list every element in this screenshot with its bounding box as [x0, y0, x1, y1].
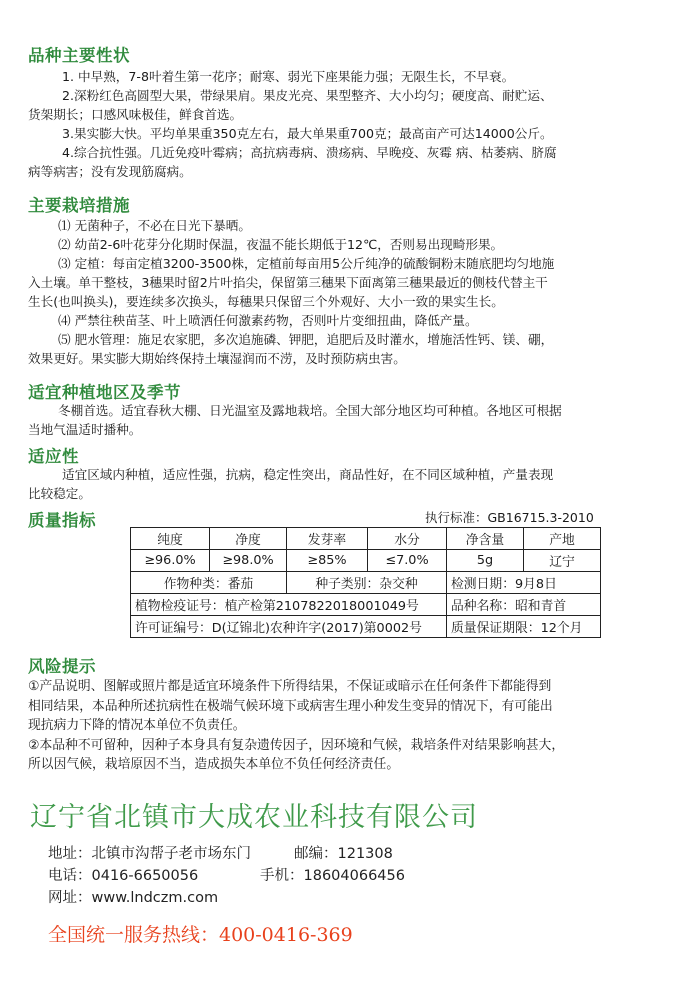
- cultivation-line: 入土壤。单干整枝，3穗果时留2片叶掐尖，保留第三穗果下面离第三穗果最近的侧枝代替主干: [28, 275, 548, 290]
- address-line: [48, 842, 393, 863]
- cultivation-line: ⑴ 无菌种子，不必在日光下暴晒。: [58, 218, 251, 233]
- value-cell: ≥85%: [287, 550, 368, 572]
- value-cell: ≤7.0%: [368, 550, 447, 572]
- license-cell: 许可证编号：D(辽锦北)农种许字(2017)第0002号: [131, 616, 447, 638]
- quality-title: 质量指标: [28, 511, 96, 530]
- features-line: 2.深粉红色高圆型大果，带绿果肩。果皮光亮、果型整齐、大小均匀；硬度高、耐贮运、: [62, 88, 553, 103]
- service-hotline: 全国统一服务热线：400-0416-369: [48, 924, 353, 946]
- features-line: 3.果实膨大快。平均单果重350克左右，最大单果重700克；最高亩产可达14000公斤。: [62, 126, 553, 141]
- risk-line: 所以因气候，栽培原因不当，造成损失本单位不负任何经济责任。: [28, 757, 400, 772]
- region-line: 冬棚首选。适宜春秋大棚、日光温室及露地栽培。全国大部分地区均可种植。各地区可根据: [58, 403, 562, 418]
- phone-line: [48, 864, 405, 885]
- crop-type-cell: 作物种类：番茄: [131, 572, 287, 594]
- region-text: [28, 401, 668, 439]
- risk-line: ①产品说明、图解或照片都是适宜环境条件下所得结果，不保证或暗示在任何条件下都能得到: [28, 679, 552, 694]
- adaptability-title: 适应性: [28, 447, 79, 466]
- risk-title: 风险提示: [28, 657, 96, 676]
- quality-standard: 执行标准：GB16715.3-2010: [425, 510, 594, 525]
- header-cell: 净含量: [447, 528, 524, 550]
- features-text: [28, 67, 668, 181]
- adaptability-text: [28, 465, 668, 503]
- quality-info-row: [131, 572, 601, 594]
- quality-table: [130, 527, 601, 638]
- company-mobile: 手机：18604066456: [260, 868, 405, 884]
- quality-header-row: [131, 528, 601, 550]
- features-line: 1. 中早熟，7-8叶着生第一花序；耐寒、弱光下座果能力强；无限生长，不早衰。: [62, 69, 515, 84]
- header-cell: 纯度: [131, 528, 210, 550]
- cultivation-line: ⑷ 严禁往秧苗茎、叶上喷洒任何激素药物，否则叶片变细扭曲，降低产量。: [58, 313, 478, 328]
- quality-value-row: [131, 550, 601, 572]
- value-cell: 辽宁: [524, 550, 601, 572]
- variety-cell: 品种名称：昭和青首: [447, 594, 601, 616]
- quality-info-row: [131, 594, 601, 616]
- features-line: 货架期长；口感风味极佳，鲜食首选。: [28, 107, 243, 122]
- adaptability-line: 比较稳定。: [28, 486, 91, 501]
- cultivation-line: 生长(也叫换头)，要连续多次换头，每穗果只保留三个外观好、大小一致的果实生长。: [28, 294, 504, 309]
- value-cell: ≥96.0%: [131, 550, 210, 572]
- risk-line: 相同结果，本品种所述抗病性在极端气候环境下或病害生理小种发生变异的情况下，有可能出: [28, 698, 553, 714]
- company-name: 辽宁省北镇市大成农业科技有限公司: [30, 802, 478, 833]
- seed-type-cell: 种子类别：杂交种: [287, 572, 447, 594]
- company-website[interactable]: 网址：www.lndczm.com: [48, 890, 219, 906]
- company-postcode: 邮编：121308: [294, 846, 393, 862]
- header-cell: 水分: [368, 528, 447, 550]
- cultivation-line: 效果更好。果实膨大期始终保持土壤湿润而不涝，及时预防病虫害。: [28, 351, 406, 366]
- region-title: 适宜种植地区及季节: [28, 383, 181, 402]
- quality-info-row: [131, 616, 601, 638]
- features-line: 病等病害；没有发现筋腐病。: [28, 164, 192, 179]
- cultivation-text: [28, 216, 668, 368]
- header-cell: 产地: [524, 528, 601, 550]
- adaptability-line: 适宜区域内种植，适应性强，抗病，稳定性突出，商品性好，在不同区域种植，产量表现: [62, 467, 554, 482]
- company-phone: 电话：0416-6650056: [48, 868, 199, 884]
- risk-line: 现抗病力下降的情况本单位不负责任。: [28, 718, 246, 733]
- cultivation-title: 主要栽培措施: [28, 196, 130, 215]
- risk-text: [28, 677, 673, 775]
- header-cell: 发芽率: [287, 528, 368, 550]
- header-cell: 净度: [210, 528, 287, 550]
- risk-line: ②本品种不可留种，因种子本身具有复杂遗传因子，因环境和气候，栽培条件对结果影响甚大，: [28, 737, 565, 753]
- value-cell: 5g: [447, 550, 524, 572]
- cultivation-line: ⑵ 幼苗2-6叶花芽分化期时保温，夜温不能长期低于12℃，否则易出现畸形果。: [58, 237, 504, 252]
- features-title: 品种主要性状: [28, 46, 130, 65]
- value-cell: ≥98.0%: [210, 550, 287, 572]
- features-line: 4.综合抗性强。几近免疫叶霉病；高抗病毒病、溃疡病、早晚疫、灰霉 病、枯萎病、脐腐: [62, 145, 557, 160]
- quarantine-cell: 植物检疫证号：植产检第2107822018001049号: [131, 594, 447, 616]
- region-line: 当地气温适时播种。: [28, 422, 142, 437]
- test-date-cell: 检测日期：9月8日: [447, 572, 601, 594]
- cultivation-line: ⑶ 定植：每亩定植3200-3500株，定植前每亩用5公斤纯净的硫酸铜粉末随底肥均匀地施: [58, 256, 555, 271]
- shelf-life-cell: 质量保证期限：12个月: [447, 616, 601, 638]
- company-address: 地址：北镇市沟帮子老市场东门: [48, 846, 251, 862]
- cultivation-line: ⑸ 肥水管理：施足农家肥，多次追施磷、钾肥，追肥后及时灌水，增施活性钙、镁、硼，: [58, 332, 554, 347]
